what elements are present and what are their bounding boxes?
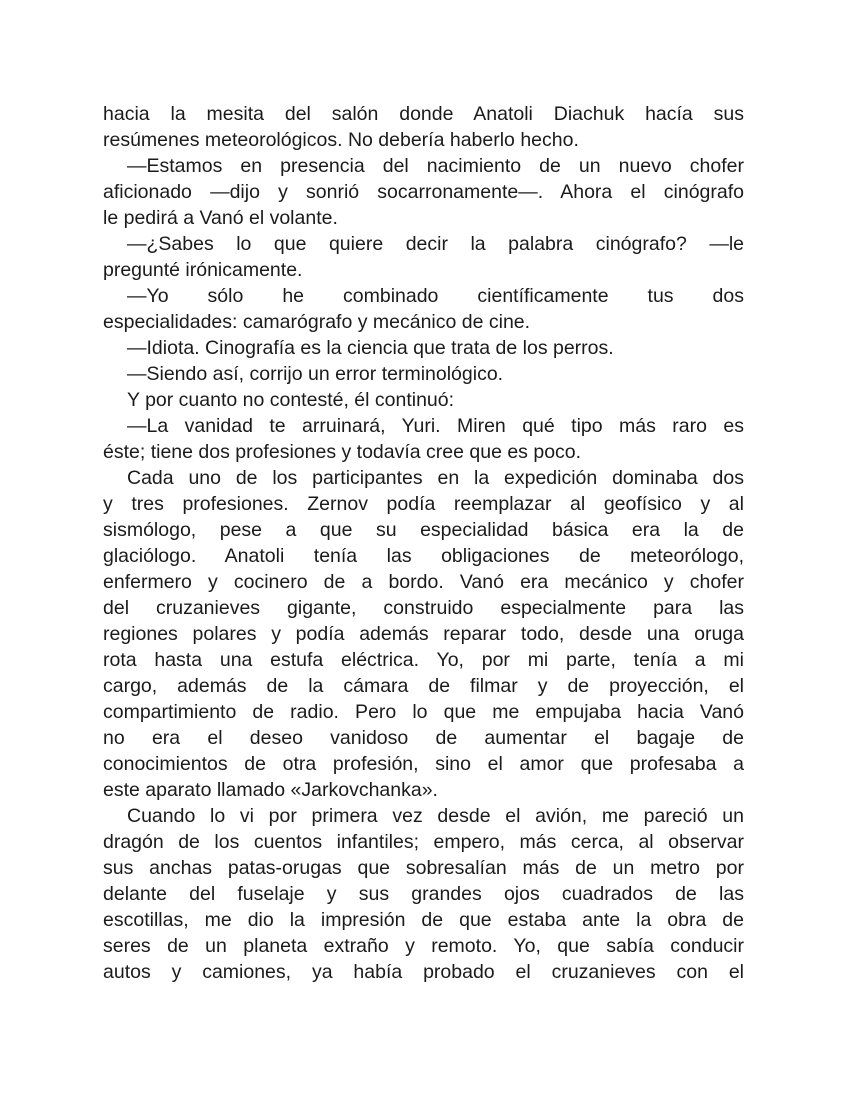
text-line: —Siendo así, corrijo un error terminológico.: [127, 363, 504, 385]
text-line: autos y camiones, ya había probado el cruzanieves con el: [103, 961, 744, 983]
text-line: éste; tiene dos profesiones y todavía cree que es poco.: [103, 441, 582, 463]
paragraph: [103, 413, 744, 465]
text-line: sismólogo, pese a que su especialidad básica era la de: [103, 519, 744, 541]
paragraph: [103, 465, 744, 803]
text-line: cargo, además de la cámara de filmar y de proyección, el: [103, 675, 744, 697]
paragraph: [103, 231, 744, 283]
paragraph: [103, 387, 744, 413]
paragraph: [103, 283, 744, 335]
text-line: rota hasta una estufa eléctrica. Yo, por mi parte, tenía a mi: [103, 649, 744, 671]
text-line: no era el deseo vanidoso de aumentar el bagaje de: [103, 727, 744, 749]
text-line: resúmenes meteorológicos. No debería haberlo hecho.: [103, 129, 579, 151]
paragraph: [103, 335, 744, 361]
text-line: este aparato llamado «Jarkovchanka».: [103, 779, 438, 801]
text-line: Cuando lo vi por primera vez desde el avión, me pareció un: [127, 805, 744, 827]
page-text: [103, 101, 744, 985]
text-line: compartimiento de radio. Pero lo que me empujaba hacia Vanó: [103, 701, 744, 723]
text-line: —Yo sólo he combinado científicamente tus dos: [127, 285, 744, 307]
text-line: pregunté irónicamente.: [103, 259, 303, 281]
paragraph: [103, 101, 744, 153]
text-line: delante del fuselaje y sus grandes ojos cuadrados de las: [103, 883, 744, 905]
text-line: —Estamos en presencia del nacimiento de un nuevo chofer: [127, 155, 744, 177]
text-line: dragón de los cuentos infantiles; empero, más cerca, al observar: [103, 831, 744, 853]
text-line: glaciólogo. Anatoli tenía las obligaciones de meteorólogo,: [103, 545, 744, 567]
text-line: Cada uno de los participantes en la expedición dominaba dos: [127, 467, 744, 489]
text-line: seres de un planeta extraño y remoto. Yo, que sabía conducir: [103, 935, 744, 957]
text-line: del cruzanieves gigante, construido especialmente para las: [103, 597, 744, 619]
text-line: especialidades: camarógrafo y mecánico de cine.: [103, 311, 531, 333]
text-line: conocimientos de otra profesión, sino el amor que profesaba a: [103, 753, 744, 775]
text-line: hacia la mesita del salón donde Anatoli Diachuk hacía sus: [103, 103, 744, 125]
text-line: aficionado —dijo y sonrió socarronamente—. Ahora el cinógrafo: [103, 181, 744, 203]
text-line: y tres profesiones. Zernov podía reemplazar al geofísico y al: [103, 493, 744, 515]
text-line: —Idiota. Cinografía es la ciencia que trata de los perros.: [127, 337, 614, 359]
text-line: escotillas, me dio la impresión de que estaba ante la obra de: [103, 909, 744, 931]
text-line: enfermero y cocinero de a bordo. Vanó era mecánico y chofer: [103, 571, 744, 593]
paragraph: [103, 803, 744, 985]
text-line: regiones polares y podía además reparar todo, desde una oruga: [103, 623, 744, 645]
text-line: le pedirá a Vanó el volante.: [103, 207, 338, 229]
text-line: sus anchas patas-orugas que sobresalían más de un metro por: [103, 857, 744, 879]
paragraph: [103, 153, 744, 231]
text-line: Y por cuanto no contesté, él continuó:: [127, 389, 455, 411]
text-line: —¿Sabes lo que quiere decir la palabra cinógrafo? —le: [127, 233, 744, 255]
paragraph: [103, 361, 744, 387]
text-line: —La vanidad te arruinará, Yuri. Miren qué tipo más raro es: [127, 415, 744, 437]
